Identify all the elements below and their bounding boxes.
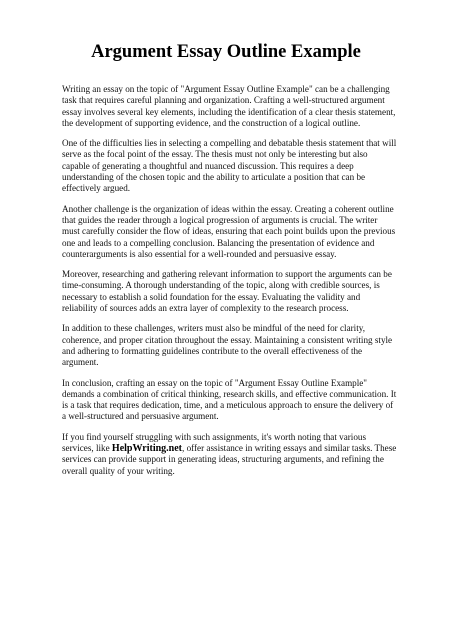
paragraph-conclusion: In conclusion, crafting an essay on the topic of "Argument Essay Outline Example" demands a combination of critical thinking, research skills, and effective communication. It is a task that requires dedication, time, and a meticulous approach to ensure the delivery of a well-structured and persuasive argument.	[62, 377, 397, 422]
services-tail-text: , offer assistance in writing essays and similar tasks. These services can provide support in generating ideas, structuring arguments, and refining the overall quality of your writing.	[62, 443, 397, 476]
helpwriting-brand-text: HelpWriting.net	[111, 443, 183, 455]
document-body	[62, 84, 397, 486]
document-title: Argument Essay Outline Example	[91, 42, 361, 62]
services-lead-text: If you find yourself struggling with such assignments, it's worth noting that various services, like	[62, 431, 367, 454]
paragraph-clarity: In addition to these challenges, writers must also be mindful of the need for clarity, coherence, and proper citation throughout the essay. Maintaining a consistent writing style and adhering to formatting guidelines contribute to the overall effectiveness of the argument.	[62, 323, 393, 368]
paragraph-intro: Writing an essay on the topic of "Argument Essay Outline Example" can be a challenging task that requires careful planning and organization. Crafting a well-structured argument essay involves several key elements, including the identification of a clear thesis statement, the development of supporting evidence, and the construction of a logical outline.	[62, 84, 396, 128]
paragraph-research: Moreover, researching and gathering relevant information to support the arguments can be time-consuming. A thorough understanding of the topic, along with credible sources, is necessary to establish a solid foundation for the essay. Evaluating the validity and reliability of sources adds an extra layer of complexity to the research process.	[62, 269, 392, 314]
paragraph-organization-challenge: Another challenge is the organization of ideas within the essay. Creating a coherent outline that guides the reader through a logical progression of arguments is crucial. The writer must carefully consider the flow of ideas, ensuring that each point builds upon the previous one and leads to a compelling conclusion. Balancing the presentation of evidence and counterarguments is also essential for a well-rounded and persuasive essay.	[62, 203, 396, 259]
paragraph-services	[62, 432, 397, 477]
paragraph-thesis-difficulty: One of the difficulties lies in selecting a compelling and debatable thesis statement that will serve as the focal point of the essay. The thesis must not only be interesting but also capable of generating a thoughtful and nuanced discussion. This requires a deep understanding of the chosen topic and the ability to articulate a position that can be effectively argued.	[62, 138, 397, 194]
